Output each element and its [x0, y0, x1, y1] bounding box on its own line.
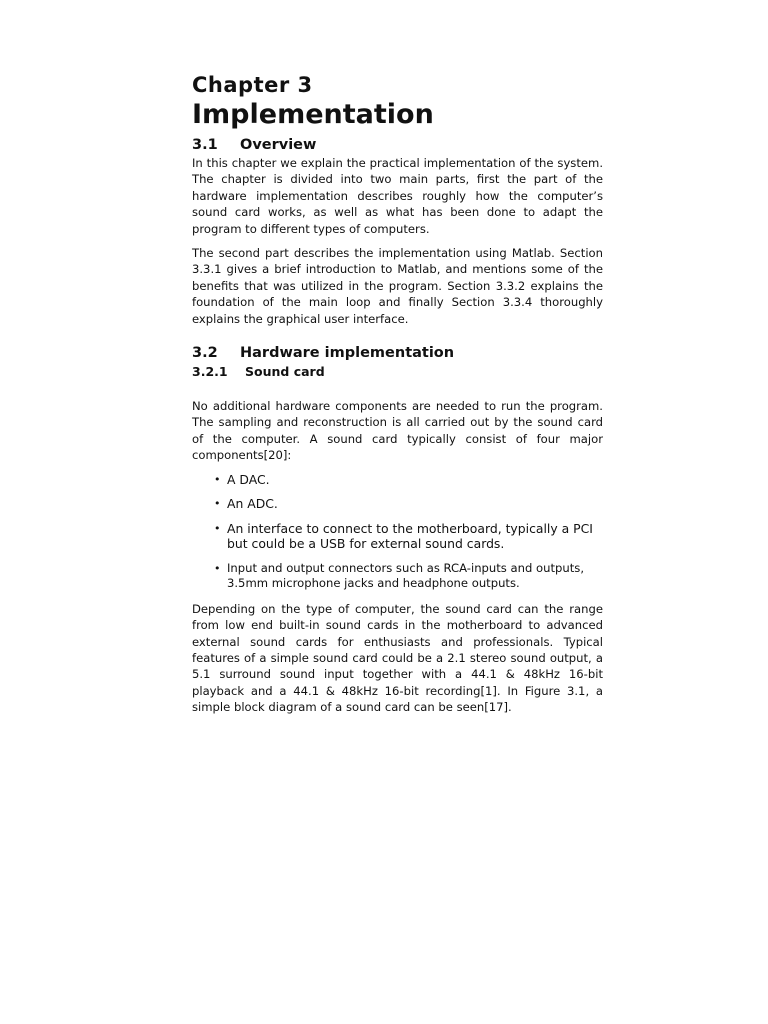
subsection-title: Sound card [245, 364, 325, 380]
section-heading-hardware [192, 344, 603, 362]
subsection-number: 3.2.1 [192, 364, 228, 380]
chapter-label: Chapter 3 [192, 73, 313, 97]
bullet-marker: • [214, 521, 221, 535]
list-item-text: An interface to connect to the motherboard, typically a PCI but could be a USB for external sound cards. [227, 520, 593, 552]
sound-card-closing: Depending on the type of computer, the sound card can the range from low end built-in sound cards in the motherboard to advanced external sound cards for enthusiasts and professionals. Typical features of a simple sound card could be a 2.1 stereo sound output, a 5.1 surround sound input together with a 44.1 & 48kHz 16-bit playback and a 44.1 & 48kHz 16-bit recording[1]. In Figure 3.1, a simple block diagram of a sound card can be seen[17]. [192, 601, 603, 715]
subsection-heading-sound-card [192, 364, 603, 380]
document-page [192, 72, 603, 716]
components-list [192, 472, 603, 592]
section-title: Overview [240, 137, 317, 153]
list-item [192, 472, 603, 488]
list-item-text: Input and output connectors such as RCA-inputs and outputs, 3.5mm microphone jacks and headphone outputs. [227, 560, 584, 591]
bullet-marker: • [214, 497, 221, 511]
list-item-text: A DAC. [227, 471, 270, 487]
section-number: 3.1 [192, 137, 218, 153]
overview-paragraph-1: In this chapter we explain the practical implementation of the system. The chapter is divided into two main parts, first the part of the hardware implementation describes roughly how the computer’s sound card works, as well as what has been done to adapt the program to different types of computers. [192, 156, 603, 236]
overview-paragraph-2: The second part describes the implementation using Matlab. Section 3.3.1 gives a brief introduction to Matlab, and mentions some of the benefits that was utilized in the program. Section 3.3.2 explains the foundation of the main loop and finally Section 3.3.4 thoroughly explains the graphical user interface. [192, 246, 603, 326]
chapter-title: Implementation [192, 99, 434, 130]
bullet-marker: • [214, 472, 221, 486]
list-item [192, 496, 603, 512]
list-item-text: An ADC. [227, 496, 278, 512]
bullet-marker: • [214, 561, 221, 575]
section-title: Hardware implementation [240, 345, 455, 362]
section-heading-overview [192, 136, 603, 154]
section-number: 3.2 [192, 345, 218, 362]
list-item [192, 521, 603, 552]
list-item [192, 561, 603, 592]
sound-card-intro: No additional hardware components are needed to run the program. The sampling and reconstruction is all carried out by the sound card of the computer. A sound card typically consist of four major components[20]: [192, 399, 603, 463]
